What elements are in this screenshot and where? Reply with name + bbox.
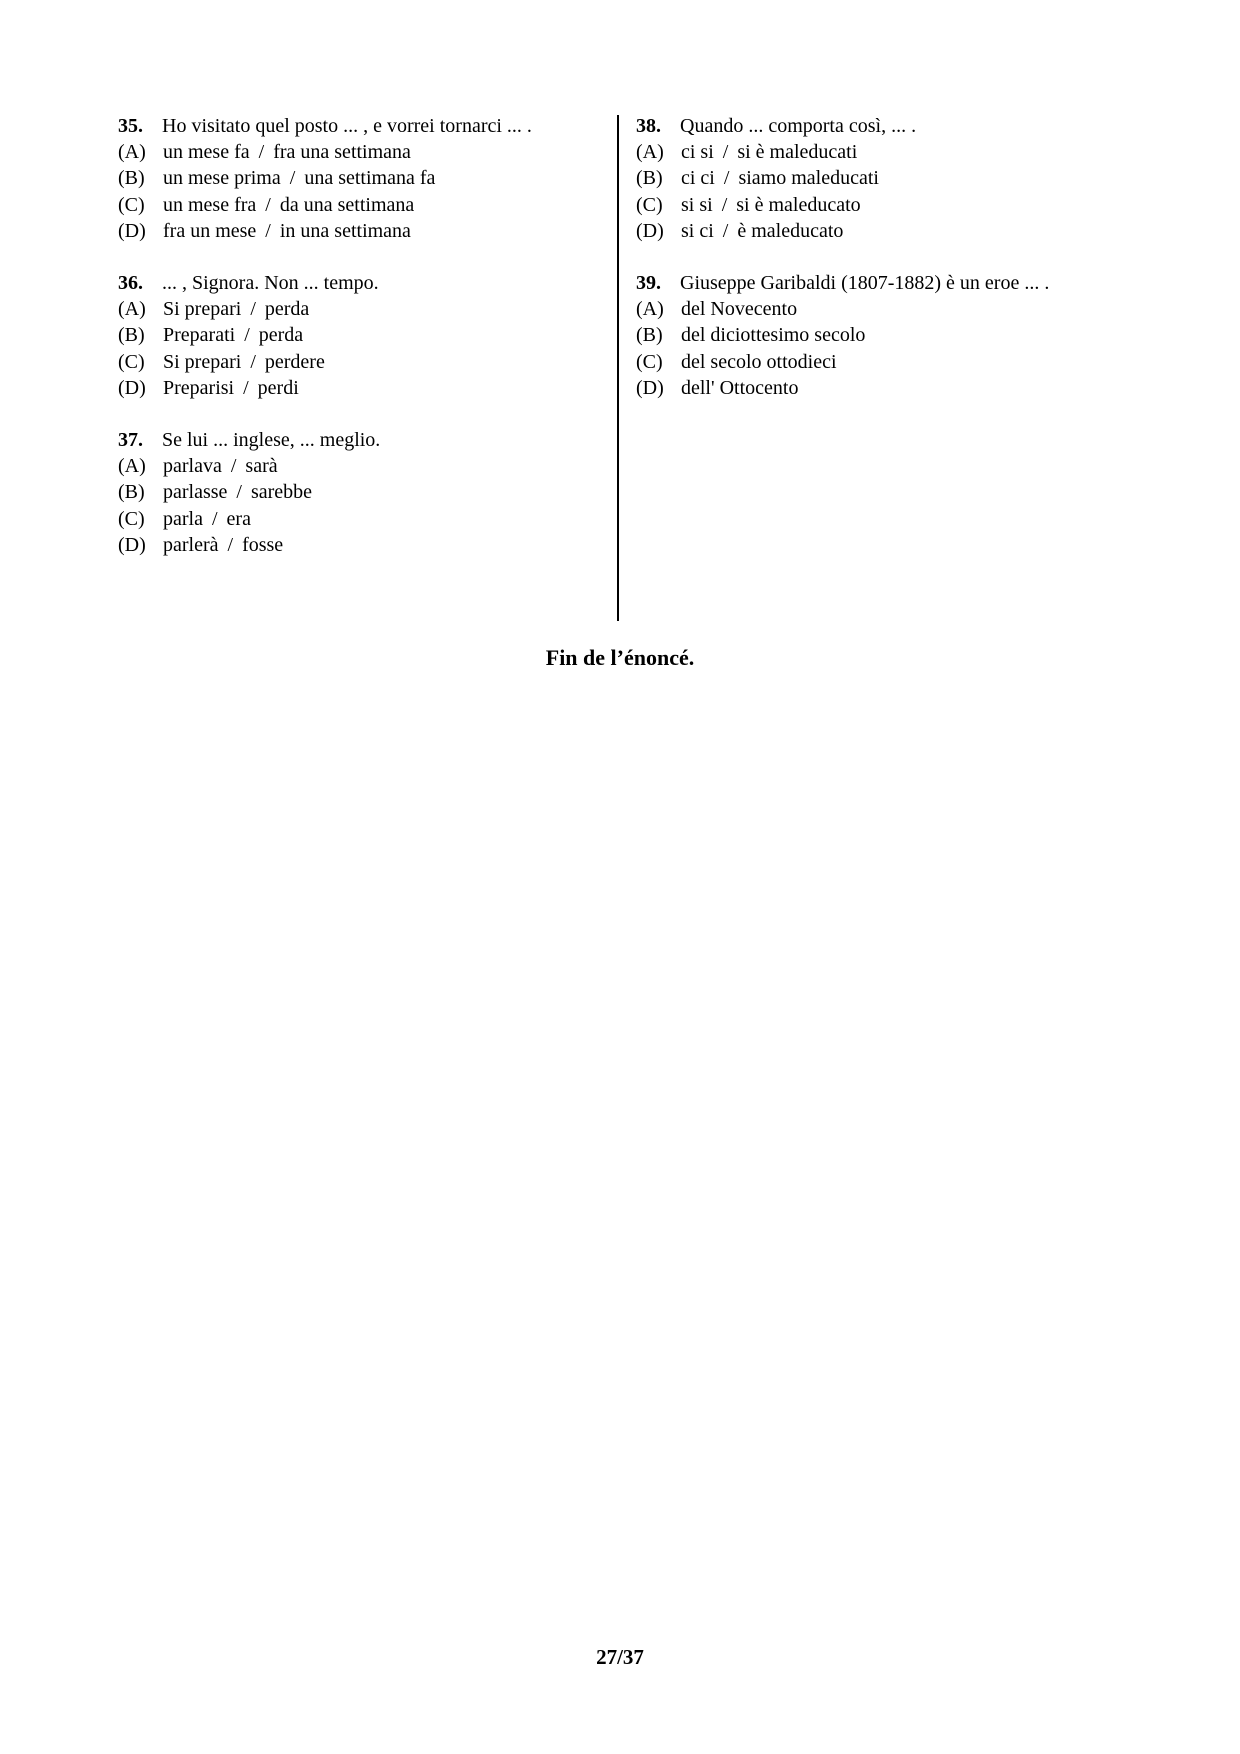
option-separator: / [211, 507, 218, 530]
option-separator: / [265, 219, 271, 242]
question-38 [636, 113, 1156, 244]
option-first: Preparati [163, 324, 236, 347]
option-letter: (B) [636, 324, 663, 347]
option-text: del secolo ottodieci [681, 350, 837, 373]
question-36 [118, 270, 608, 401]
column-divider [617, 115, 619, 621]
question-prompt: ... , Signora. Non ... tempo. [162, 272, 379, 295]
option-letter: (A) [636, 141, 664, 164]
option-letter: (B) [118, 167, 145, 190]
option-a [636, 139, 1156, 165]
option-separator: / [722, 219, 729, 242]
option-second: una settimana fa [304, 167, 436, 190]
option-b [636, 322, 1156, 348]
option-c [118, 349, 608, 375]
option-first: un mese prima [163, 167, 281, 190]
option-letter: (D) [118, 533, 146, 556]
option-separator: / [244, 324, 250, 347]
option-b [636, 165, 1156, 191]
option-second: perdere [264, 350, 325, 373]
option-second: perdi [257, 376, 299, 399]
option-a [636, 296, 1156, 322]
option-separator: / [250, 298, 256, 321]
option-separator: / [722, 141, 729, 164]
option-second: in una settimana [279, 219, 411, 242]
option-second: si è maleducati [737, 141, 858, 164]
question-prompt: Giuseppe Garibaldi (1807-1882) è un eroe ... . [680, 272, 1050, 295]
option-first: parlasse [163, 481, 228, 504]
option-second: fra una settimana [273, 141, 411, 164]
question-number: 38. [636, 115, 661, 137]
option-text: dell' Ottocento [681, 376, 799, 399]
question-number: 35. [118, 115, 143, 137]
option-first: ci ci [681, 167, 715, 190]
option-d [118, 375, 608, 401]
option-letter: (B) [636, 167, 663, 190]
question-35 [118, 113, 608, 244]
option-a [118, 296, 608, 322]
option-a [118, 453, 608, 479]
option-c [118, 192, 608, 218]
option-c [636, 349, 1156, 375]
question-prompt-line [636, 113, 1156, 139]
question-prompt: Ho visitato quel posto ... , e vorrei tornarci ... . [162, 115, 532, 137]
option-letter: (C) [118, 193, 145, 216]
option-first: Si prepari [163, 298, 242, 321]
option-second: sarebbe [250, 481, 313, 504]
option-first: un mese fra [163, 193, 257, 216]
option-second: siamo maleducati [738, 167, 879, 190]
option-first: parlerà [163, 533, 219, 556]
question-prompt-line [118, 270, 608, 296]
left-column [118, 113, 608, 584]
option-separator: / [721, 193, 728, 216]
option-separator: / [723, 167, 730, 190]
option-second: da una settimana [279, 193, 415, 216]
option-c [636, 192, 1156, 218]
option-a [118, 139, 608, 165]
right-column [636, 113, 1156, 427]
option-d [118, 532, 608, 558]
option-letter: (A) [118, 455, 146, 478]
question-prompt-line [118, 113, 608, 139]
option-letter: (C) [636, 193, 663, 216]
option-second: perda [264, 298, 310, 321]
question-39 [636, 270, 1156, 401]
option-second: perda [258, 324, 304, 347]
question-37 [118, 427, 608, 558]
option-first: si si [681, 193, 713, 216]
option-first: un mese fa [163, 141, 250, 164]
option-letter: (A) [118, 298, 146, 321]
option-letter: (D) [636, 376, 664, 399]
option-first: parla [163, 507, 203, 530]
option-d [636, 218, 1156, 244]
option-letter: (C) [118, 507, 145, 530]
option-first: si ci [681, 219, 714, 242]
option-d [118, 218, 608, 244]
option-second: sarà [245, 455, 278, 478]
option-separator: / [289, 167, 296, 190]
question-number: 37. [118, 429, 143, 452]
option-second: è maleducato [737, 219, 844, 242]
option-second: fosse [242, 533, 284, 556]
option-d [636, 375, 1156, 401]
option-letter: (D) [118, 376, 146, 399]
option-text: del diciottesimo secolo [681, 324, 866, 347]
option-first: Preparisi [163, 376, 235, 399]
option-letter: (D) [636, 219, 664, 242]
question-number: 36. [118, 272, 143, 295]
option-first: parlava [163, 455, 222, 478]
option-first: Si prepari [163, 350, 242, 373]
option-b [118, 165, 608, 191]
option-separator: / [250, 350, 256, 373]
end-of-statement: Fin de l’énoncé. [545, 645, 695, 670]
option-letter: (D) [118, 219, 146, 242]
option-b [118, 479, 608, 505]
option-separator: / [265, 193, 271, 216]
option-separator: / [258, 141, 265, 164]
page-number: 27/37 [596, 1645, 644, 1669]
question-prompt: Quando ... comporta così, ... . [680, 115, 917, 137]
option-letter: (A) [118, 141, 146, 164]
option-letter: (B) [118, 481, 145, 504]
option-second: si è maleducato [736, 193, 861, 216]
question-number: 39. [636, 272, 661, 295]
option-second: era [226, 507, 251, 530]
option-b [118, 322, 608, 348]
option-first: ci si [681, 141, 714, 164]
option-first: fra un mese [163, 219, 257, 242]
question-prompt-line [636, 270, 1156, 296]
option-separator: / [243, 376, 249, 399]
option-separator: / [227, 533, 234, 556]
option-letter: (B) [118, 324, 145, 347]
option-c [118, 506, 608, 532]
option-text: del Novecento [681, 298, 798, 321]
option-letter: (C) [636, 350, 663, 373]
question-prompt-line [118, 427, 608, 453]
question-prompt: Se lui ... inglese, ... meglio. [162, 429, 381, 452]
option-letter: (A) [636, 298, 664, 321]
option-letter: (C) [118, 350, 145, 373]
option-separator: / [236, 481, 242, 504]
option-separator: / [230, 455, 237, 478]
